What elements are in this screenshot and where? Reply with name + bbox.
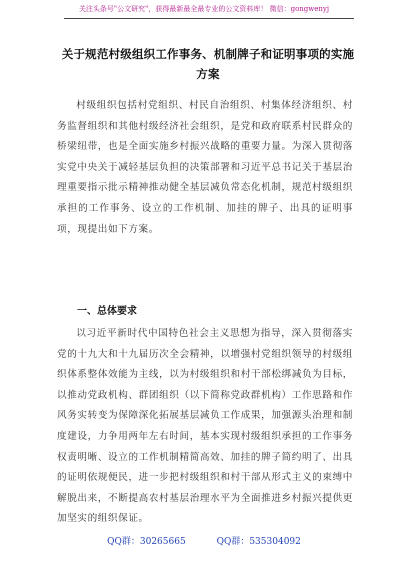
section-paragraph: 以习近平新时代中国特色社会主义思想为指导，深入贯彻落实党的十九大和十九届历次全会精神，以增强村党组织领导的村级组织体系整体效能为主线，以为村级组织和村干部松绑减负为目标，以推动党政机构、群团组织（以下简称党政群机构）工作思路和作风务实转变为保障深化拓展基层减负工作成果，加强源头治理和制度建设，力争用两年左右时间，基本实现村级组织承担的工作事务权责明晰、设立的工作机制精简高效、加挂的牌子简约明了、出具的证明依规便民，进一步把村级组织和村干部从形式主义的束缚中解脱出来，不断提高农村基层治理水平为全面推进乡村振兴提供更加坚实的组织保证。 (57, 328, 353, 525)
title-line-1: 关于规范村级组织工作事务、机制牌子和证明事项的实施 (61, 47, 355, 61)
promo-banner: 关注头条号"公文研究"，获得最新最全最专业的公文资料库！ 微信：gongwenyj (78, 5, 330, 13)
section-heading: 一、总体要求 (77, 306, 137, 317)
header-divider (64, 18, 354, 19)
qq-group-2: QQ群：535304092 (216, 537, 301, 547)
footer-contacts (0, 534, 408, 547)
document-title (58, 44, 358, 84)
intro-paragraph: 村级组织包括村党组织、村民自治组织、村集体经济组织、村务监督组织和其他村级经济社会组织，是党和政府联系村民群众的桥梁纽带，也是全面实施乡村振兴战略的重要力量。为深入贯彻落实党中央关于减轻基层负担的决策部署和习近平总书记关于基层治理重要指示批示精神推动健全基层减负常态化机制，规范村级组织承担的工作事务、设立的工作机制、加挂的牌子、出具的证明事项，现提出如下方案。 (57, 100, 353, 235)
title-line-2: 方案 (196, 67, 220, 81)
qq-group-1: QQ群：30265665 (107, 537, 186, 547)
